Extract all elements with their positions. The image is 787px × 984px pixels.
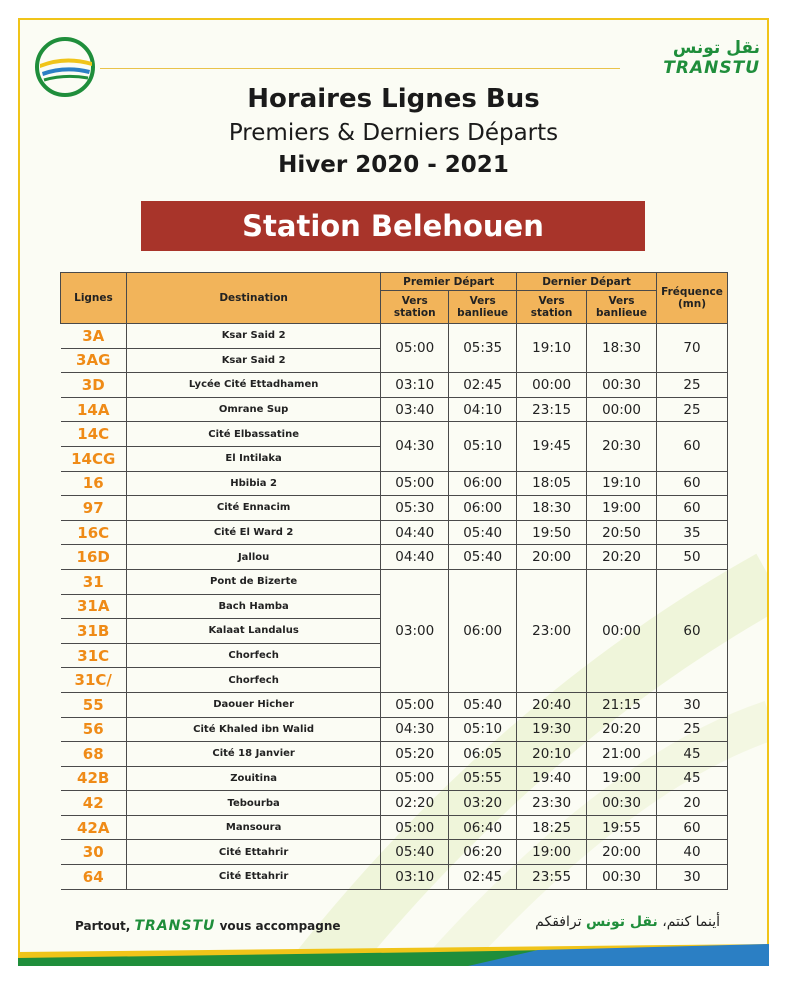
line-number: 42B — [61, 766, 127, 791]
header-destination: Destination — [126, 273, 380, 324]
last-departure-to-station: 23:55 — [517, 865, 587, 890]
footer-ar-brand: نقل تونس — [585, 914, 658, 930]
destination: Jallou — [126, 545, 380, 570]
first-departure-to-banlieue: 05:40 — [449, 692, 517, 717]
table-row — [61, 373, 728, 398]
first-departure-to-station: 05:00 — [381, 766, 449, 791]
line-number: 31C — [61, 643, 127, 668]
brand-name-arabic: نقل تونس — [672, 38, 760, 58]
table-row — [61, 324, 728, 349]
table-row — [61, 545, 728, 570]
first-departure-to-station: 03:10 — [381, 865, 449, 890]
destination: Cité Ennacim — [126, 496, 380, 521]
header-dernier-vers-station: Vers station — [517, 291, 587, 324]
first-departure-to-banlieue: 06:00 — [449, 569, 517, 692]
first-departure-to-station: 05:30 — [381, 496, 449, 521]
table-row — [61, 815, 728, 840]
first-departure-to-banlieue: 02:45 — [449, 865, 517, 890]
first-departure-to-station: 04:30 — [381, 717, 449, 742]
frequency: 25 — [656, 717, 727, 742]
frequency: 30 — [656, 692, 727, 717]
destination: Ksar Said 2 — [126, 348, 380, 373]
destination: Zouitina — [126, 766, 380, 791]
table-row — [61, 397, 728, 422]
line-number: 64 — [61, 865, 127, 890]
last-departure-to-banlieue: 19:00 — [587, 496, 657, 521]
destination: Bach Hamba — [126, 594, 380, 619]
last-departure-to-banlieue: 00:00 — [587, 569, 657, 692]
footer-ar-suffix: ترافقكم — [535, 914, 582, 930]
last-departure-to-station: 23:00 — [517, 569, 587, 692]
frequency: 20 — [656, 791, 727, 816]
first-departure-to-station: 05:00 — [381, 471, 449, 496]
first-departure-to-banlieue: 06:20 — [449, 840, 517, 865]
frequency: 25 — [656, 397, 727, 422]
table-row — [61, 692, 728, 717]
frequency: 60 — [656, 569, 727, 692]
footer-color-stripe — [18, 940, 769, 966]
destination: Ksar Said 2 — [126, 324, 380, 349]
last-departure-to-banlieue: 00:00 — [587, 397, 657, 422]
last-departure-to-station: 18:25 — [517, 815, 587, 840]
frequency: 70 — [656, 324, 727, 373]
destination: Daouer Hicher — [126, 692, 380, 717]
footer-slogan-ar — [430, 914, 720, 930]
last-departure-to-station: 23:30 — [517, 791, 587, 816]
frequency: 30 — [656, 865, 727, 890]
table-row — [61, 742, 728, 767]
last-departure-to-banlieue: 00:30 — [587, 865, 657, 890]
footer-fr-prefix: Partout, — [75, 919, 131, 933]
first-departure-to-station: 04:40 — [381, 520, 449, 545]
first-departure-to-banlieue: 03:20 — [449, 791, 517, 816]
last-departure-to-banlieue: 20:20 — [587, 545, 657, 570]
table-row — [61, 717, 728, 742]
last-departure-to-station: 20:40 — [517, 692, 587, 717]
first-departure-to-banlieue: 06:00 — [449, 471, 517, 496]
first-departure-to-station: 04:40 — [381, 545, 449, 570]
table-row — [61, 766, 728, 791]
first-departure-to-banlieue: 06:40 — [449, 815, 517, 840]
line-number: 97 — [61, 496, 127, 521]
season-label: Hiver 2020 - 2021 — [278, 152, 509, 178]
frequency: 35 — [656, 520, 727, 545]
footer-fr-brand: TRANSTU — [134, 918, 216, 934]
page-title: Horaires Lignes Bus — [247, 84, 540, 114]
first-departure-to-station: 03:10 — [381, 373, 449, 398]
last-departure-to-banlieue: 21:15 — [587, 692, 657, 717]
destination: Cité El Ward 2 — [126, 520, 380, 545]
line-number: 42 — [61, 791, 127, 816]
last-departure-to-station: 18:05 — [517, 471, 587, 496]
line-number: 56 — [61, 717, 127, 742]
last-departure-to-station: 18:30 — [517, 496, 587, 521]
transtu-wordmark-logo — [600, 38, 760, 78]
header-dernier-vers-banlieue: Vers banlieue — [587, 291, 657, 324]
frequency: 40 — [656, 840, 727, 865]
first-departure-to-station: 05:00 — [381, 692, 449, 717]
destination: Hbibia 2 — [126, 471, 380, 496]
station-banner: Station Belehouen — [141, 201, 645, 251]
last-departure-to-banlieue: 00:30 — [587, 791, 657, 816]
line-number: 14CG — [61, 446, 127, 471]
last-departure-to-station: 19:40 — [517, 766, 587, 791]
destination: Mansoura — [126, 815, 380, 840]
last-departure-to-banlieue: 19:10 — [587, 471, 657, 496]
page-subtitle: Premiers & Derniers Départs — [228, 120, 559, 146]
first-departure-to-banlieue: 05:10 — [449, 717, 517, 742]
footer-ar-prefix: أينما كنتم، — [662, 914, 720, 930]
line-number: 31 — [61, 569, 127, 594]
header-dernier-depart: Dernier Départ — [517, 273, 657, 291]
schedule-body — [61, 324, 728, 890]
line-number: 3A — [61, 324, 127, 349]
table-row — [61, 471, 728, 496]
last-departure-to-station: 19:30 — [517, 717, 587, 742]
last-departure-to-banlieue: 20:00 — [587, 840, 657, 865]
destination: Chorfech — [126, 643, 380, 668]
last-departure-to-banlieue: 19:55 — [587, 815, 657, 840]
header-premier-vers-station: Vers station — [381, 291, 449, 324]
line-number: 30 — [61, 840, 127, 865]
first-departure-to-station: 05:40 — [381, 840, 449, 865]
last-departure-to-station: 19:50 — [517, 520, 587, 545]
line-number: 55 — [61, 692, 127, 717]
first-departure-to-banlieue: 05:35 — [449, 324, 517, 373]
frequency: 45 — [656, 742, 727, 767]
first-departure-to-banlieue: 05:10 — [449, 422, 517, 471]
destination: Cité Ettahrir — [126, 840, 380, 865]
table-row — [61, 840, 728, 865]
frequency: 50 — [656, 545, 727, 570]
first-departure-to-banlieue: 06:05 — [449, 742, 517, 767]
destination: Pont de Bizerte — [126, 569, 380, 594]
line-number: 16C — [61, 520, 127, 545]
last-departure-to-banlieue: 20:20 — [587, 717, 657, 742]
line-number: 16D — [61, 545, 127, 570]
line-number: 14C — [61, 422, 127, 447]
last-departure-to-banlieue: 18:30 — [587, 324, 657, 373]
destination: Tebourba — [126, 791, 380, 816]
last-departure-to-banlieue: 19:00 — [587, 766, 657, 791]
last-departure-to-station: 19:00 — [517, 840, 587, 865]
header-premier-vers-banlieue: Vers banlieue — [449, 291, 517, 324]
last-departure-to-banlieue: 00:30 — [587, 373, 657, 398]
destination: Cité Khaled ibn Walid — [126, 717, 380, 742]
destination: Cité Elbassatine — [126, 422, 380, 447]
table-row — [61, 496, 728, 521]
line-number: 31C/ — [61, 668, 127, 693]
header-frequence: Fréquence (mn) — [656, 273, 727, 324]
header-premier-depart: Premier Départ — [381, 273, 517, 291]
header-lignes: Lignes — [61, 273, 127, 324]
footer-fr-suffix: vous accompagne — [219, 919, 341, 933]
first-departure-to-banlieue: 02:45 — [449, 373, 517, 398]
last-departure-to-station: 23:15 — [517, 397, 587, 422]
destination: Kalaat Landalus — [126, 619, 380, 644]
frequency: 25 — [656, 373, 727, 398]
first-departure-to-station: 04:30 — [381, 422, 449, 471]
table-row — [61, 791, 728, 816]
destination: Lycée Cité Ettadhamen — [126, 373, 380, 398]
line-number: 16 — [61, 471, 127, 496]
first-departure-to-banlieue: 05:55 — [449, 766, 517, 791]
first-departure-to-banlieue: 06:00 — [449, 496, 517, 521]
schedule-table — [60, 272, 728, 890]
header-rule — [100, 68, 620, 69]
last-departure-to-banlieue: 21:00 — [587, 742, 657, 767]
frequency: 45 — [656, 766, 727, 791]
first-departure-to-banlieue: 04:10 — [449, 397, 517, 422]
first-departure-to-station: 05:00 — [381, 324, 449, 373]
line-number: 14A — [61, 397, 127, 422]
frequency: 60 — [656, 422, 727, 471]
first-departure-to-station: 03:00 — [381, 569, 449, 692]
destination: Cité Ettahrir — [126, 865, 380, 890]
last-departure-to-station: 00:00 — [517, 373, 587, 398]
table-row — [61, 520, 728, 545]
destination: Chorfech — [126, 668, 380, 693]
last-departure-to-station: 20:00 — [517, 545, 587, 570]
last-departure-to-station: 19:10 — [517, 324, 587, 373]
last-departure-to-banlieue: 20:30 — [587, 422, 657, 471]
line-number: 31A — [61, 594, 127, 619]
footer-slogan-fr — [75, 918, 341, 934]
frequency: 60 — [656, 496, 727, 521]
line-number: 3AG — [61, 348, 127, 373]
table-row — [61, 865, 728, 890]
first-departure-to-station: 02:20 — [381, 791, 449, 816]
table-row — [61, 422, 728, 447]
destination: Cité 18 Janvier — [126, 742, 380, 767]
frequency: 60 — [656, 815, 727, 840]
line-number: 3D — [61, 373, 127, 398]
last-departure-to-banlieue: 20:50 — [587, 520, 657, 545]
destination: El Intilaka — [126, 446, 380, 471]
line-number: 68 — [61, 742, 127, 767]
first-departure-to-station: 03:40 — [381, 397, 449, 422]
line-number: 31B — [61, 619, 127, 644]
last-departure-to-station: 19:45 — [517, 422, 587, 471]
line-number: 42A — [61, 815, 127, 840]
table-row — [61, 569, 728, 594]
frequency: 60 — [656, 471, 727, 496]
first-departure-to-banlieue: 05:40 — [449, 545, 517, 570]
last-departure-to-station: 20:10 — [517, 742, 587, 767]
first-departure-to-banlieue: 05:40 — [449, 520, 517, 545]
first-departure-to-station: 05:20 — [381, 742, 449, 767]
first-departure-to-station: 05:00 — [381, 815, 449, 840]
brand-name-latin: TRANSTU — [663, 58, 760, 78]
destination: Omrane Sup — [126, 397, 380, 422]
